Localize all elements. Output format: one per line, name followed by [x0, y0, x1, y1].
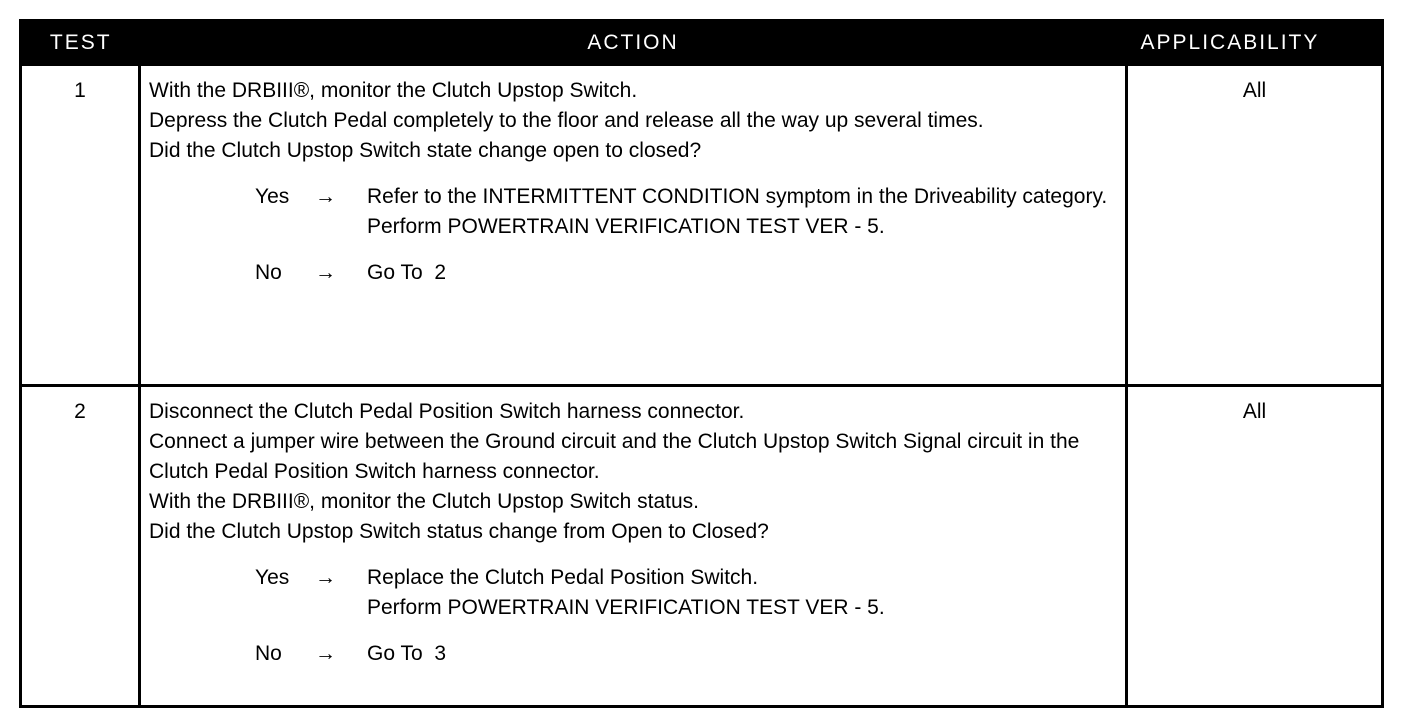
action-cell — [140, 386, 1127, 707]
no-result: Go To 3 — [367, 642, 446, 665]
test-number: 2 — [21, 386, 140, 707]
yes-outcome — [255, 182, 1117, 242]
header-test: TEST — [21, 21, 140, 65]
action-step: With the DRBIII®, monitor the Clutch Upstop Switch status. — [149, 490, 700, 513]
arrow-icon: → — [315, 566, 336, 589]
no-outcome — [255, 258, 1117, 288]
action-cell — [140, 65, 1127, 386]
table-header-row — [21, 21, 1383, 65]
header-applicability: APPLICABILITY — [1127, 21, 1383, 65]
table-row — [21, 386, 1383, 707]
table-row — [21, 65, 1383, 386]
header-action: ACTION — [140, 21, 1127, 65]
result-line: Perform POWERTRAIN VERIFICATION TEST VER - 5. — [367, 596, 885, 619]
yes-result — [367, 563, 1117, 623]
no-label: No — [255, 642, 282, 665]
arrow-icon: → — [315, 261, 336, 284]
yes-label: Yes — [255, 185, 290, 208]
action-step: Did the Clutch Upstop Switch state change open to closed? — [149, 139, 702, 162]
yes-outcome — [255, 563, 1117, 623]
arrow-icon: → — [315, 185, 336, 208]
test-number: 1 — [21, 65, 140, 386]
applicability-cell: All — [1127, 386, 1383, 707]
action-step: Depress the Clutch Pedal completely to the floor and release all the way up several times. — [149, 109, 984, 132]
yes-label: Yes — [255, 566, 290, 589]
no-outcome — [255, 639, 1117, 669]
no-result: Go To 2 — [367, 261, 446, 284]
result-line: Replace the Clutch Pedal Position Switch. — [367, 566, 759, 589]
diagnostic-test-table — [19, 19, 1384, 708]
arrow-icon: → — [315, 642, 336, 665]
result-line: Refer to the INTERMITTENT CONDITION symptom in the Driveability category. — [367, 185, 1108, 208]
action-step: Did the Clutch Upstop Switch status change from Open to Closed? — [149, 520, 769, 543]
action-step: With the DRBIII®, monitor the Clutch Upstop Switch. — [149, 79, 638, 102]
result-line: Perform POWERTRAIN VERIFICATION TEST VER - 5. — [367, 215, 885, 238]
yes-result — [367, 182, 1117, 242]
no-label: No — [255, 261, 282, 284]
action-step: Disconnect the Clutch Pedal Position Switch harness connector. — [149, 400, 745, 423]
action-step: Connect a jumper wire between the Ground circuit and the Clutch Upstop Switch Signal circuit in the Clutch Pedal Position Switch harness connector. — [149, 430, 1080, 483]
applicability-cell: All — [1127, 65, 1383, 386]
